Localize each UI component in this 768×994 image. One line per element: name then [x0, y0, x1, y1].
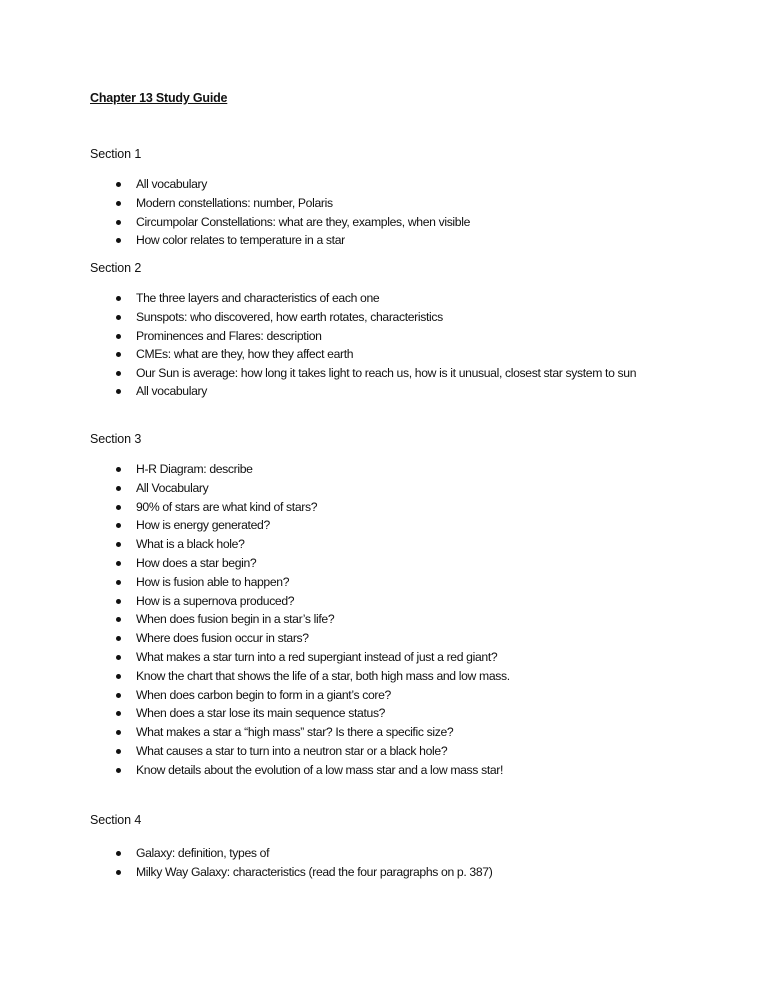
list-item: [0, 327, 700, 346]
list-item-text: The three layers and characteristics of each one: [136, 291, 380, 305]
list-item: [0, 364, 678, 382]
list-item-text: All Vocabulary: [136, 480, 209, 495]
bullet-icon: [116, 334, 121, 339]
bullet-icon: [116, 636, 121, 641]
list-item: [0, 516, 700, 535]
list-item: [0, 573, 700, 592]
bullet-icon: [116, 749, 121, 754]
bullet-icon: [116, 238, 121, 243]
list-item-text: Our Sun is average: how long it takes light to reach us, how is it unusual, closest star system to sun: [136, 366, 637, 381]
list-item: [0, 592, 700, 611]
list-item-text: What is a black hole?: [136, 537, 245, 552]
list-item: [0, 479, 700, 498]
list-item: [0, 761, 700, 780]
list-item-text: Sunspots: who discovered, how earth rotates, characteristics: [136, 309, 443, 324]
list-item-text: Prominences and Flares: description: [136, 328, 322, 343]
list-item: [0, 863, 700, 882]
list-item-text: 90% of stars are what kind of stars?: [136, 499, 318, 514]
bullet-icon: [116, 870, 121, 875]
list-item-text: What makes a star a “high mass” star? Is there a specific size?: [136, 725, 454, 740]
list-item-text: When does fusion begin in a star’s life?: [136, 612, 335, 627]
list-item-text: H-R Diagram: describe: [136, 462, 253, 476]
list-item: [0, 289, 700, 308]
list-item: [0, 648, 700, 667]
list-item-text: When does a star lose its main sequence status?: [136, 706, 386, 721]
bullet-icon: [116, 730, 121, 735]
list-item-text: Where does fusion occur in stars?: [136, 631, 309, 646]
bullet-icon: [116, 389, 121, 394]
list-item: [0, 231, 700, 250]
bullet-icon: [116, 201, 121, 206]
list-item-text: All vocabulary: [136, 384, 207, 399]
bullet-icon: [116, 182, 121, 187]
section-3-heading: Section 3: [90, 432, 142, 446]
bullet-icon: [116, 296, 121, 301]
bullet-icon: [116, 617, 121, 622]
bullet-icon: [116, 486, 121, 491]
list-item-text: Modern constellations: number, Polaris: [136, 195, 333, 210]
list-item-text: Galaxy: definition, types of: [136, 846, 270, 860]
bullet-icon: [116, 768, 121, 773]
section-4-heading: Section 4: [90, 813, 142, 827]
list-item-text: All vocabulary: [136, 177, 207, 191]
section-4-list: [0, 844, 700, 882]
bullet-icon: [116, 851, 121, 856]
list-item-text: What causes a star to turn into a neutron star or a black hole?: [136, 743, 448, 758]
list-item: [0, 844, 700, 863]
list-item: [0, 610, 700, 629]
list-item-text: How does a star begin?: [136, 555, 257, 570]
list-item: [0, 554, 700, 573]
list-item: [0, 498, 700, 517]
list-item: [0, 704, 700, 723]
bullet-icon: [116, 655, 121, 660]
list-item-text: Milky Way Galaxy: characteristics (read the four paragraphs on p. 387): [136, 864, 493, 879]
bullet-icon: [116, 467, 121, 472]
list-item: [0, 345, 700, 364]
list-item-text: When does carbon begin to form in a giant’s core?: [136, 687, 391, 702]
list-item-text: How is energy generated?: [136, 518, 270, 533]
bullet-icon: [116, 505, 121, 510]
bullet-icon: [116, 220, 121, 225]
list-item-text: What makes a star turn into a red supergiant instead of just a red giant?: [136, 649, 498, 664]
list-item-text: Circumpolar Constellations: what are they, examples, when visible: [136, 214, 471, 229]
section-1-list: [0, 175, 700, 250]
list-item: [0, 175, 700, 194]
list-item: [0, 308, 700, 327]
bullet-icon: [116, 542, 121, 547]
bullet-icon: [116, 674, 121, 679]
list-item-text: How is fusion able to happen?: [136, 574, 290, 589]
bullet-icon: [116, 561, 121, 566]
list-item-text: Know the chart that shows the life of a star, both high mass and low mass.: [136, 668, 510, 683]
list-item: [0, 723, 700, 742]
section-2-list: [0, 289, 700, 401]
list-item-text: How color relates to temperature in a star: [136, 233, 345, 248]
list-item: [0, 667, 700, 686]
bullet-icon: [116, 711, 121, 716]
list-item: [0, 535, 700, 554]
list-item-text: Know details about the evolution of a low mass star and a low mass star!: [136, 762, 504, 777]
bullet-icon: [116, 523, 121, 528]
bullet-icon: [116, 580, 121, 585]
section-2-heading: Section 2: [90, 261, 142, 275]
list-item: [0, 629, 700, 648]
page-title: Chapter 13 Study Guide: [90, 91, 228, 105]
bullet-icon: [116, 693, 121, 698]
list-item-text: CMEs: what are they, how they affect earth: [136, 347, 354, 362]
list-item: [0, 460, 700, 479]
list-item: [0, 742, 700, 761]
list-item-text: How is a supernova produced?: [136, 593, 295, 608]
list-item: [0, 213, 700, 232]
bullet-icon: [116, 352, 121, 357]
bullet-icon: [116, 371, 121, 376]
section-1-heading: Section 1: [90, 147, 142, 161]
bullet-icon: [116, 599, 121, 604]
list-item: [0, 382, 700, 401]
section-3-list: [0, 460, 700, 780]
list-item: [0, 686, 700, 705]
bullet-icon: [116, 315, 121, 320]
list-item: [0, 194, 700, 213]
